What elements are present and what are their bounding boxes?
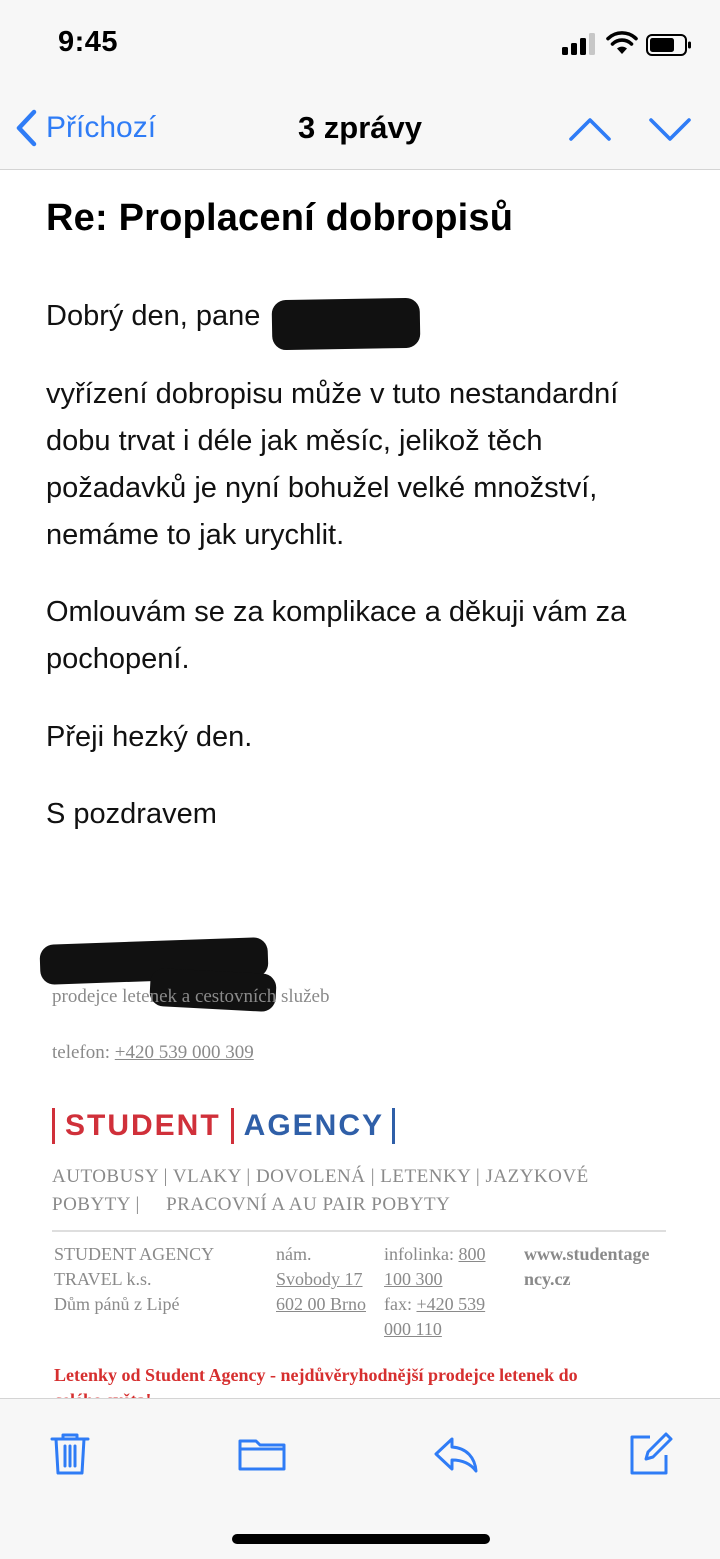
fax-number-a[interactable]: +420 539 xyxy=(416,1294,486,1314)
email-subject: Re: Proplacení dobropisů xyxy=(46,197,514,239)
signature-role: prodejce letenek a cestovních služeb xyxy=(52,986,330,1007)
address-line-2[interactable]: Svobody 17 xyxy=(276,1269,363,1289)
chevron-down-icon[interactable] xyxy=(648,112,692,146)
greeting-text: Dobrý den, pane xyxy=(46,300,261,332)
phone-label: telefon: xyxy=(52,1042,111,1063)
battery-icon xyxy=(646,34,692,56)
email-content[interactable] xyxy=(0,171,720,1398)
address-column xyxy=(276,1242,366,1317)
body-paragraph-2: Omlouvám se za komplikace a děkuji vám za pochopení. xyxy=(46,596,627,675)
trash-icon[interactable] xyxy=(46,1429,94,1477)
back-label: Příchozí xyxy=(46,111,157,144)
status-time: 9:45 xyxy=(58,26,119,58)
thread-count-title: 3 zprávy xyxy=(297,110,423,145)
address-line-3[interactable]: 602 00 Brno xyxy=(276,1294,366,1314)
folder-icon[interactable] xyxy=(236,1429,288,1477)
website-column xyxy=(524,1242,650,1292)
company-line-1: STUDENT AGENCY xyxy=(54,1244,215,1264)
bottom-toolbar xyxy=(0,1398,720,1559)
signature-phone xyxy=(52,1042,254,1064)
chevron-up-icon[interactable] xyxy=(568,112,612,146)
promo-line-1: Letenky od Student Agency - nejdůvěryhodnější prodejce letenek do xyxy=(54,1365,578,1385)
services-line-2: POBYTY | PRACOVNÍ A AU PAIR POBYTY xyxy=(52,1194,451,1215)
redacted-name xyxy=(272,298,421,351)
infoline-label: infolinka: xyxy=(384,1244,454,1264)
navigation-bar xyxy=(0,88,720,170)
student-agency-logo xyxy=(52,1106,395,1146)
phone-link[interactable]: +420 539 000 309 xyxy=(114,1042,254,1063)
home-indicator[interactable] xyxy=(232,1534,490,1544)
company-line-2: TRAVEL k.s. xyxy=(54,1269,152,1289)
company-line-3: Dům pánů z Lipé xyxy=(54,1294,180,1314)
reply-icon[interactable] xyxy=(432,1429,480,1477)
fax-label: fax: xyxy=(384,1294,412,1314)
infoline-number-a[interactable]: 800 xyxy=(458,1244,486,1264)
body-paragraph-1: vyřízení dobropisu může v tuto nestandardní dobu trvat i déle jak měsíc, jelikož těch požadavků je nyní bohužel velké množství, nemáme to jak urychlit. xyxy=(46,378,619,551)
fax-number-b[interactable]: 000 110 xyxy=(384,1319,442,1339)
signature-divider xyxy=(52,1230,666,1232)
logo-word-student: STUDENT xyxy=(65,1109,221,1142)
services-line-1: AUTOBUSY | VLAKY | DOVOLENÁ | LETENKY | JAZYKOVÉ xyxy=(52,1166,589,1187)
closing-text: S pozdravem xyxy=(46,798,217,830)
logo-word-agency: AGENCY xyxy=(243,1109,385,1142)
website-line-1[interactable]: www.studentage xyxy=(524,1244,650,1264)
signal-icon xyxy=(562,33,598,55)
website-line-2[interactable]: ncy.cz xyxy=(524,1269,571,1289)
status-bar xyxy=(0,0,720,88)
body-paragraph-3: Přeji hezký den. xyxy=(46,721,253,753)
wifi-icon xyxy=(606,30,638,56)
contact-column xyxy=(384,1242,486,1342)
address-line-1: nám. xyxy=(276,1244,312,1264)
company-column xyxy=(54,1242,214,1317)
compose-icon[interactable] xyxy=(626,1429,674,1477)
infoline-number-b[interactable]: 100 300 xyxy=(384,1269,443,1289)
